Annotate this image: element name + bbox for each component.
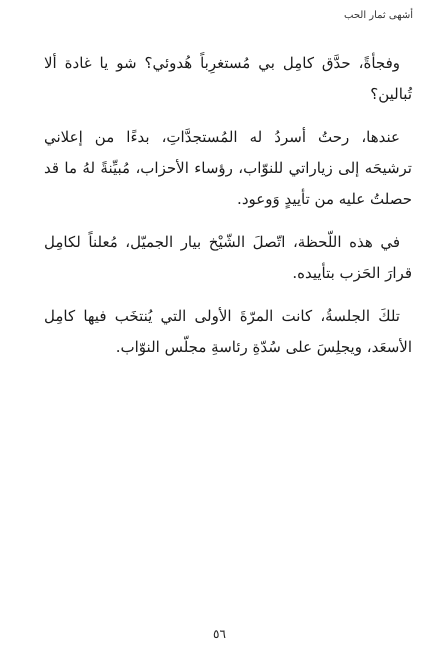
paragraph-4: تلكَ الجلسةُ، كانت المرّةَ الأولى التي يُنتخَب فيها كامِل الأسعَد، ويجلِسَ على سُدّةِ رئاسةِ مجلّس النوّاب.	[44, 307, 412, 356]
page-body	[44, 48, 412, 375]
paragraph-2: عندها، رحتُ أسردُ له المُستجدَّاتِ، بدءًا من إعلاني ترشيحَه إلى زياراتي للنوّاب، رؤساء الأحزاب، مُبيِّنةً لهُ ما قد حصلتُ عليه من تأييدٍ وَوعود.	[44, 128, 412, 208]
running-header: أشهى ثمار الحب	[344, 10, 413, 21]
paragraph-3: في هذه اللّحظة، اتّصلَ الشّيْخ بيار الجميّل، مُعلناً لكامِل قرارَ الحَزب بتأييده.	[44, 233, 412, 282]
page-number: ٥٦	[213, 627, 226, 641]
paragraph-1: وفجأةً، حدَّق كامِل بي مُستغرِباً هُدوئي؟ شو يا غادة ألا تُبالين؟	[44, 54, 412, 103]
